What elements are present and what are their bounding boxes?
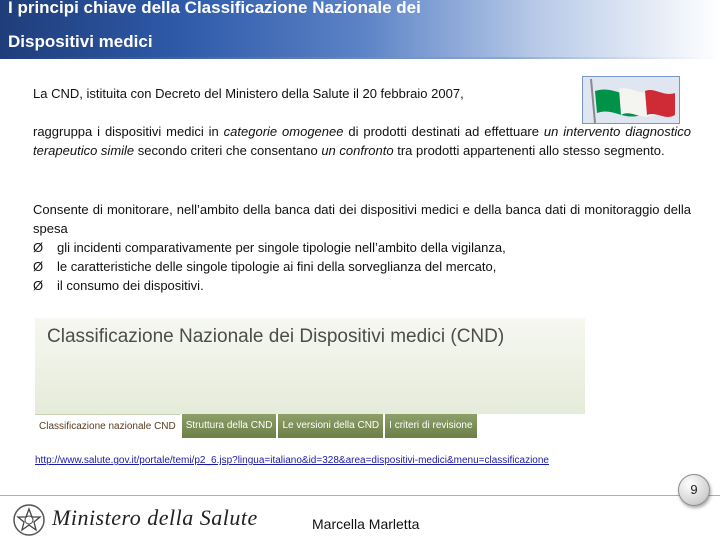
main-text-5: secondo criteri che consentano	[134, 143, 322, 158]
second-paragraph: Consente di monitorare, nell’ambito della banca dati dei dispositivi medici e della banca dati di monitoraggio della spesa	[33, 202, 691, 236]
cnd-tab-bar	[35, 414, 585, 440]
main-text-6: un confronto	[321, 143, 394, 158]
tab-versioni[interactable]: Le versioni della CND	[278, 414, 383, 438]
bullet-text: gli incidenti comparativamente per singole tipologie nell’ambito della vigilanza,	[57, 240, 506, 255]
list-item	[33, 276, 691, 295]
footer-divider	[0, 495, 720, 496]
tab-classificazione-nazionale[interactable]: Classificazione nazionale CND	[35, 414, 180, 439]
cnd-heading: Classificazione Nazionale dei Dispositivi medici (CND)	[47, 326, 505, 347]
list-item	[33, 257, 691, 276]
main-text-7: tra prodotti appartenenti allo stesso segmento.	[393, 143, 665, 158]
main-text-4: un intervento diagnostico terapeutico simile	[33, 124, 691, 158]
page-number-badge	[678, 474, 710, 506]
tab-criteri-revisione[interactable]: I criteri di revisione	[385, 414, 476, 438]
italian-republic-emblem-icon	[12, 503, 46, 537]
footer-author: Marcella Marletta	[312, 516, 420, 532]
title-underline	[0, 57, 720, 59]
list-item	[33, 238, 691, 257]
ministry-logo: Ministero della Salute	[52, 505, 258, 530]
cnd-url-link[interactable]: http://www.salute.gov.it/portale/temi/p2_6.jsp?lingua=italiano&id=328&area=dispositivi-medici&menu=classificazione	[35, 455, 549, 466]
arrow-bullet-icon: Ø	[33, 259, 44, 274]
page-number: 9	[690, 482, 698, 497]
slide-title: I principi chiave della Classificazione Nazionale dei Dispositivi medici	[8, 0, 421, 51]
bullet-text: il consumo dei dispositivi.	[57, 278, 204, 293]
arrow-bullet-icon: Ø	[33, 278, 44, 293]
main-text-2: categorie omogenee	[223, 124, 344, 139]
main-paragraph	[33, 122, 691, 160]
cnd-website-screenshot	[35, 318, 585, 440]
main-text-1: raggruppa i dispositivi medici in	[33, 124, 224, 139]
title-bar	[0, 0, 720, 58]
arrow-bullet-icon: Ø	[33, 240, 44, 255]
main-text-3: di prodotti destinati ad effettuare	[343, 124, 544, 139]
tab-struttura[interactable]: Struttura della CND	[182, 414, 277, 438]
bullet-list	[33, 238, 691, 295]
bullet-text: le caratteristiche delle singole tipologie ai fini della sorveglianza del mercato,	[57, 259, 497, 274]
italian-flag-icon	[582, 76, 680, 124]
intro-text: La CND, istituita con Decreto del Ministero della Salute il 20 febbraio 2007,	[33, 86, 464, 101]
